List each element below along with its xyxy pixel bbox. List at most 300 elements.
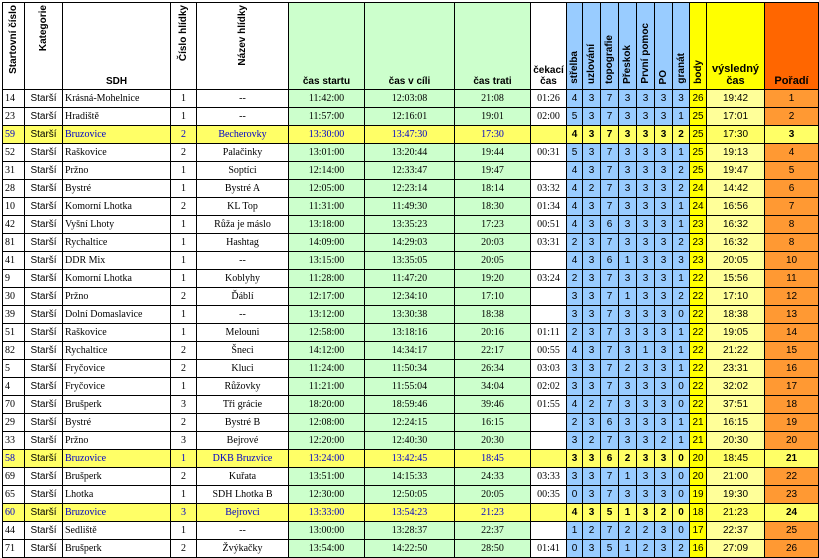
cell-track-time: 18:38: [455, 306, 531, 324]
cell-sdh-name: Fryčovice: [63, 378, 171, 396]
cell-track-time: 18:45: [455, 450, 531, 468]
cell-category: Starší: [25, 90, 63, 108]
cell-start-number: 5: [3, 360, 25, 378]
cell-score-preskok: 3: [619, 270, 637, 288]
cell-finish-time: 13:30:38: [365, 306, 455, 324]
cell-result-time: 19:47: [707, 162, 765, 180]
cell-patrol-number: 2: [171, 414, 197, 432]
cell-score-strelba: 4: [567, 216, 583, 234]
cell-wait-time: 00:55: [531, 342, 567, 360]
cell-sdh-name: Sedliště: [63, 522, 171, 540]
cell-finish-time: 13:35:05: [365, 252, 455, 270]
cell-result-time: 21:22: [707, 342, 765, 360]
cell-score-po: 3: [655, 486, 673, 504]
cell-score-prvni-pomoc: 3: [637, 306, 655, 324]
cell-patrol-name: Soptíci: [197, 162, 289, 180]
cell-rank: 22: [765, 468, 819, 486]
cell-rank: 12: [765, 288, 819, 306]
cell-finish-time: 11:55:04: [365, 378, 455, 396]
cell-patrol-name: Kuřata: [197, 468, 289, 486]
cell-result-time: 27:09: [707, 540, 765, 558]
cell-wait-time: 03:33: [531, 468, 567, 486]
cell-patrol-number: 2: [171, 144, 197, 162]
cell-finish-time: 13:28:37: [365, 522, 455, 540]
cell-result-time: 16:32: [707, 216, 765, 234]
cell-start-time: 14:12:00: [289, 342, 365, 360]
cell-points: 21: [690, 432, 707, 450]
cell-patrol-name: --: [197, 90, 289, 108]
header-prvni-pomoc: První pomoc: [637, 3, 655, 90]
cell-result-time: 21:00: [707, 468, 765, 486]
cell-wait-time: 01:55: [531, 396, 567, 414]
cell-score-strelba: 5: [567, 144, 583, 162]
cell-category: Starší: [25, 234, 63, 252]
cell-result-time: 20:30: [707, 432, 765, 450]
cell-sdh-name: Rychaltice: [63, 234, 171, 252]
cell-score-prvni-pomoc: 3: [637, 432, 655, 450]
cell-category: Starší: [25, 450, 63, 468]
cell-wait-time: 03:24: [531, 270, 567, 288]
cell-start-number: 31: [3, 162, 25, 180]
cell-score-preskok: 3: [619, 162, 637, 180]
cell-sdh-name: Rychaltice: [63, 342, 171, 360]
table-row: [3, 216, 819, 234]
cell-finish-time: 18:59:46: [365, 396, 455, 414]
cell-score-po: 3: [655, 180, 673, 198]
cell-finish-time: 12:50:05: [365, 486, 455, 504]
cell-patrol-name: Bystré A: [197, 180, 289, 198]
cell-start-number: 71: [3, 540, 25, 558]
cell-points: 25: [690, 162, 707, 180]
cell-rank: 17: [765, 378, 819, 396]
cell-track-time: 19:47: [455, 162, 531, 180]
cell-score-po: 3: [655, 360, 673, 378]
cell-score-preskok: 1: [619, 504, 637, 522]
cell-patrol-name: Tři grácie: [197, 396, 289, 414]
cell-finish-time: 13:20:44: [365, 144, 455, 162]
cell-result-time: 17:10: [707, 288, 765, 306]
cell-score-uzlovani: 3: [583, 126, 601, 144]
cell-score-granat: 1: [673, 270, 690, 288]
cell-rank: 19: [765, 414, 819, 432]
cell-score-prvni-pomoc: 3: [637, 162, 655, 180]
table-row: [3, 504, 819, 522]
cell-patrol-name: --: [197, 306, 289, 324]
cell-score-topografie: 7: [601, 234, 619, 252]
cell-track-time: 19:44: [455, 144, 531, 162]
cell-score-preskok: 3: [619, 90, 637, 108]
cell-score-strelba: 4: [567, 504, 583, 522]
cell-patrol-name: Melouni: [197, 324, 289, 342]
cell-rank: 24: [765, 504, 819, 522]
cell-sdh-name: Raškovice: [63, 324, 171, 342]
cell-rank: 26: [765, 540, 819, 558]
cell-track-time: 22:37: [455, 522, 531, 540]
cell-score-prvni-pomoc: 3: [637, 90, 655, 108]
cell-result-time: 18:45: [707, 450, 765, 468]
cell-patrol-name: Hashtag: [197, 234, 289, 252]
cell-score-strelba: 3: [567, 378, 583, 396]
cell-score-granat: 2: [673, 180, 690, 198]
cell-start-time: 13:18:00: [289, 216, 365, 234]
cell-start-time: 11:31:00: [289, 198, 365, 216]
cell-score-preskok: 3: [619, 216, 637, 234]
cell-start-time: 12:58:00: [289, 324, 365, 342]
cell-score-preskok: 1: [619, 252, 637, 270]
cell-score-strelba: 3: [567, 360, 583, 378]
cell-start-time: 11:24:00: [289, 360, 365, 378]
cell-score-topografie: 7: [601, 396, 619, 414]
cell-track-time: 19:01: [455, 108, 531, 126]
cell-score-preskok: 3: [619, 486, 637, 504]
cell-category: Starší: [25, 288, 63, 306]
cell-result-time: 19:42: [707, 90, 765, 108]
cell-score-prvni-pomoc: 3: [637, 486, 655, 504]
cell-sdh-name: Dolní Domaslavice: [63, 306, 171, 324]
cell-points: 25: [690, 144, 707, 162]
cell-score-po: 3: [655, 144, 673, 162]
cell-category: Starší: [25, 144, 63, 162]
cell-patrol-name: SDH Lhotka B: [197, 486, 289, 504]
cell-score-topografie: 7: [601, 270, 619, 288]
cell-patrol-number: 1: [171, 270, 197, 288]
cell-start-number: 14: [3, 90, 25, 108]
cell-rank: 23: [765, 486, 819, 504]
cell-score-prvni-pomoc: 3: [637, 324, 655, 342]
cell-patrol-number: 3: [171, 396, 197, 414]
cell-score-po: 3: [655, 288, 673, 306]
cell-score-granat: 3: [673, 90, 690, 108]
cell-score-preskok: 2: [619, 360, 637, 378]
cell-finish-time: 11:49:30: [365, 198, 455, 216]
table-row: [3, 252, 819, 270]
cell-points: 22: [690, 360, 707, 378]
cell-wait-time: [531, 306, 567, 324]
cell-score-uzlovani: 3: [583, 324, 601, 342]
cell-score-prvni-pomoc: 3: [637, 198, 655, 216]
cell-score-topografie: 7: [601, 288, 619, 306]
cell-wait-time: [531, 126, 567, 144]
cell-score-preskok: 3: [619, 306, 637, 324]
cell-finish-time: 12:24:15: [365, 414, 455, 432]
cell-category: Starší: [25, 396, 63, 414]
cell-score-uzlovani: 3: [583, 108, 601, 126]
cell-start-time: 18:20:00: [289, 396, 365, 414]
table-row: [3, 414, 819, 432]
cell-patrol-number: 1: [171, 486, 197, 504]
cell-start-time: 12:08:00: [289, 414, 365, 432]
cell-patrol-name: DKB Bruzvice: [197, 450, 289, 468]
cell-start-time: 13:30:00: [289, 126, 365, 144]
cell-wait-time: 00:35: [531, 486, 567, 504]
cell-rank: 8: [765, 234, 819, 252]
cell-patrol-number: 2: [171, 198, 197, 216]
cell-score-po: 2: [655, 432, 673, 450]
cell-sdh-name: Raškovice: [63, 144, 171, 162]
cell-score-strelba: 3: [567, 306, 583, 324]
cell-score-strelba: 5: [567, 108, 583, 126]
cell-patrol-number: 1: [171, 252, 197, 270]
cell-sdh-name: Bruzovice: [63, 450, 171, 468]
cell-rank: 25: [765, 522, 819, 540]
cell-start-time: 13:12:00: [289, 306, 365, 324]
cell-score-strelba: 4: [567, 126, 583, 144]
cell-result-time: 32:02: [707, 378, 765, 396]
cell-score-topografie: 7: [601, 360, 619, 378]
cell-rank: 16: [765, 360, 819, 378]
cell-sdh-name: Komorní Lhotka: [63, 198, 171, 216]
cell-start-time: 12:20:00: [289, 432, 365, 450]
header-kategorie: Kategorie: [25, 3, 63, 90]
cell-wait-time: [531, 450, 567, 468]
table-row: [3, 540, 819, 558]
cell-start-time: 13:51:00: [289, 468, 365, 486]
cell-wait-time: 00:31: [531, 144, 567, 162]
cell-patrol-number: 3: [171, 432, 197, 450]
table-row: [3, 360, 819, 378]
cell-sdh-name: Pržno: [63, 432, 171, 450]
cell-points: 24: [690, 198, 707, 216]
cell-rank: 20: [765, 432, 819, 450]
cell-score-uzlovani: 3: [583, 342, 601, 360]
cell-points: 21: [690, 414, 707, 432]
cell-patrol-number: 2: [171, 540, 197, 558]
header-sdh: SDH: [63, 3, 171, 90]
cell-score-granat: 2: [673, 162, 690, 180]
cell-score-uzlovani: 3: [583, 504, 601, 522]
cell-score-po: 3: [655, 414, 673, 432]
cell-start-number: 33: [3, 432, 25, 450]
results-table: [2, 2, 819, 558]
cell-category: Starší: [25, 432, 63, 450]
cell-start-number: 59: [3, 126, 25, 144]
cell-start-time: 11:42:00: [289, 90, 365, 108]
cell-score-uzlovani: 3: [583, 162, 601, 180]
cell-start-number: 30: [3, 288, 25, 306]
header-cas-trati: čas trati: [455, 3, 531, 90]
cell-points: 25: [690, 108, 707, 126]
cell-sdh-name: Krásná-Mohelnice: [63, 90, 171, 108]
cell-start-number: 70: [3, 396, 25, 414]
cell-start-time: 13:33:00: [289, 504, 365, 522]
header-cislo-hlidky: Číslo hlídky: [171, 3, 197, 90]
cell-score-po: 3: [655, 108, 673, 126]
cell-score-po: 3: [655, 90, 673, 108]
cell-finish-time: 13:54:23: [365, 504, 455, 522]
cell-rank: 1: [765, 90, 819, 108]
cell-start-number: 65: [3, 486, 25, 504]
cell-start-number: 44: [3, 522, 25, 540]
cell-start-time: 12:17:00: [289, 288, 365, 306]
cell-patrol-name: Becherovky: [197, 126, 289, 144]
cell-patrol-number: 3: [171, 504, 197, 522]
cell-track-time: 20:30: [455, 432, 531, 450]
cell-category: Starší: [25, 306, 63, 324]
cell-score-strelba: 4: [567, 180, 583, 198]
cell-finish-time: 12:03:08: [365, 90, 455, 108]
cell-score-granat: 2: [673, 126, 690, 144]
cell-wait-time: [531, 504, 567, 522]
cell-score-topografie: 7: [601, 126, 619, 144]
cell-patrol-number: 1: [171, 180, 197, 198]
cell-score-uzlovani: 3: [583, 216, 601, 234]
cell-score-granat: 1: [673, 414, 690, 432]
cell-points: 17: [690, 522, 707, 540]
cell-score-topografie: 7: [601, 324, 619, 342]
cell-score-uzlovani: 3: [583, 306, 601, 324]
cell-start-time: 13:54:00: [289, 540, 365, 558]
cell-score-granat: 1: [673, 198, 690, 216]
cell-score-topografie: 5: [601, 504, 619, 522]
cell-wait-time: [531, 162, 567, 180]
table-row: [3, 270, 819, 288]
cell-track-time: 16:15: [455, 414, 531, 432]
cell-rank: 6: [765, 180, 819, 198]
cell-points: 19: [690, 486, 707, 504]
cell-score-topografie: 6: [601, 414, 619, 432]
cell-points: 22: [690, 396, 707, 414]
cell-patrol-number: 1: [171, 162, 197, 180]
cell-sdh-name: Lhotka: [63, 486, 171, 504]
cell-result-time: 19:05: [707, 324, 765, 342]
cell-score-uzlovani: 2: [583, 432, 601, 450]
table-row: [3, 522, 819, 540]
cell-score-prvni-pomoc: 3: [637, 108, 655, 126]
cell-score-prvni-pomoc: 2: [637, 540, 655, 558]
cell-score-prvni-pomoc: 3: [637, 252, 655, 270]
cell-points: 16: [690, 540, 707, 558]
cell-start-time: 11:28:00: [289, 270, 365, 288]
cell-score-topografie: 7: [601, 108, 619, 126]
cell-sdh-name: Bystré: [63, 414, 171, 432]
cell-score-granat: 1: [673, 144, 690, 162]
cell-category: Starší: [25, 198, 63, 216]
cell-track-time: 20:05: [455, 252, 531, 270]
cell-points: 22: [690, 342, 707, 360]
cell-score-granat: 0: [673, 396, 690, 414]
cell-track-time: 26:34: [455, 360, 531, 378]
cell-track-time: 21:08: [455, 90, 531, 108]
cell-score-po: 3: [655, 378, 673, 396]
cell-score-topografie: 7: [601, 378, 619, 396]
cell-score-topografie: 5: [601, 540, 619, 558]
cell-start-time: 11:21:00: [289, 378, 365, 396]
cell-sdh-name: Brušperk: [63, 468, 171, 486]
cell-finish-time: 12:40:30: [365, 432, 455, 450]
cell-score-preskok: 3: [619, 396, 637, 414]
cell-sdh-name: Bystré: [63, 180, 171, 198]
cell-sdh-name: Pržno: [63, 162, 171, 180]
cell-track-time: 21:23: [455, 504, 531, 522]
cell-start-number: 58: [3, 450, 25, 468]
cell-result-time: 23:31: [707, 360, 765, 378]
cell-patrol-name: --: [197, 252, 289, 270]
cell-result-time: 15:56: [707, 270, 765, 288]
cell-score-preskok: 3: [619, 144, 637, 162]
cell-score-granat: 0: [673, 468, 690, 486]
cell-patrol-number: 2: [171, 360, 197, 378]
cell-sdh-name: Pržno: [63, 288, 171, 306]
cell-score-uzlovani: 3: [583, 540, 601, 558]
cell-score-po: 3: [655, 522, 673, 540]
cell-patrol-number: 1: [171, 450, 197, 468]
cell-patrol-number: 1: [171, 324, 197, 342]
cell-start-time: 12:30:00: [289, 486, 365, 504]
cell-score-po: 3: [655, 540, 673, 558]
cell-score-prvni-pomoc: 3: [637, 468, 655, 486]
cell-patrol-number: 1: [171, 108, 197, 126]
cell-category: Starší: [25, 360, 63, 378]
cell-score-strelba: 0: [567, 486, 583, 504]
table-row: [3, 234, 819, 252]
cell-score-topografie: 7: [601, 432, 619, 450]
header-vysledny-cas: výsledný čas: [707, 3, 765, 90]
cell-score-po: 3: [655, 270, 673, 288]
cell-rank: 11: [765, 270, 819, 288]
header-granat: granát: [673, 3, 690, 90]
cell-score-prvni-pomoc: 3: [637, 144, 655, 162]
cell-score-topografie: 7: [601, 144, 619, 162]
cell-score-topografie: 7: [601, 522, 619, 540]
cell-finish-time: 12:23:14: [365, 180, 455, 198]
cell-sdh-name: DDR Mix: [63, 252, 171, 270]
cell-patrol-name: Bejrovci: [197, 504, 289, 522]
cell-category: Starší: [25, 414, 63, 432]
table-row: [3, 306, 819, 324]
cell-score-granat: 0: [673, 504, 690, 522]
table-row: [3, 288, 819, 306]
cell-score-topografie: 7: [601, 486, 619, 504]
cell-track-time: 34:04: [455, 378, 531, 396]
cell-finish-time: 14:22:50: [365, 540, 455, 558]
cell-result-time: 19:13: [707, 144, 765, 162]
cell-category: Starší: [25, 270, 63, 288]
cell-score-preskok: 3: [619, 198, 637, 216]
cell-patrol-name: Kluci: [197, 360, 289, 378]
cell-score-granat: 1: [673, 342, 690, 360]
cell-patrol-name: Růžovky: [197, 378, 289, 396]
cell-start-number: 81: [3, 234, 25, 252]
table-row: [3, 324, 819, 342]
cell-result-time: 37:51: [707, 396, 765, 414]
cell-score-topografie: 7: [601, 180, 619, 198]
cell-score-topografie: 7: [601, 468, 619, 486]
cell-score-granat: 2: [673, 234, 690, 252]
cell-track-time: 20:16: [455, 324, 531, 342]
cell-start-number: 39: [3, 306, 25, 324]
cell-wait-time: 02:00: [531, 108, 567, 126]
cell-finish-time: 13:35:23: [365, 216, 455, 234]
table-row: [3, 162, 819, 180]
cell-score-strelba: 0: [567, 540, 583, 558]
cell-score-prvni-pomoc: 3: [637, 216, 655, 234]
cell-score-strelba: 3: [567, 288, 583, 306]
cell-score-strelba: 4: [567, 252, 583, 270]
cell-start-number: 4: [3, 378, 25, 396]
cell-patrol-number: 1: [171, 522, 197, 540]
cell-result-time: 18:38: [707, 306, 765, 324]
table-row: [3, 108, 819, 126]
cell-score-po: 3: [655, 198, 673, 216]
cell-score-strelba: 4: [567, 342, 583, 360]
cell-wait-time: 03:32: [531, 180, 567, 198]
cell-points: 22: [690, 288, 707, 306]
cell-sdh-name: Fryčovice: [63, 360, 171, 378]
cell-track-time: 24:33: [455, 468, 531, 486]
table-row: [3, 378, 819, 396]
cell-patrol-name: Ďáblí: [197, 288, 289, 306]
cell-rank: 5: [765, 162, 819, 180]
